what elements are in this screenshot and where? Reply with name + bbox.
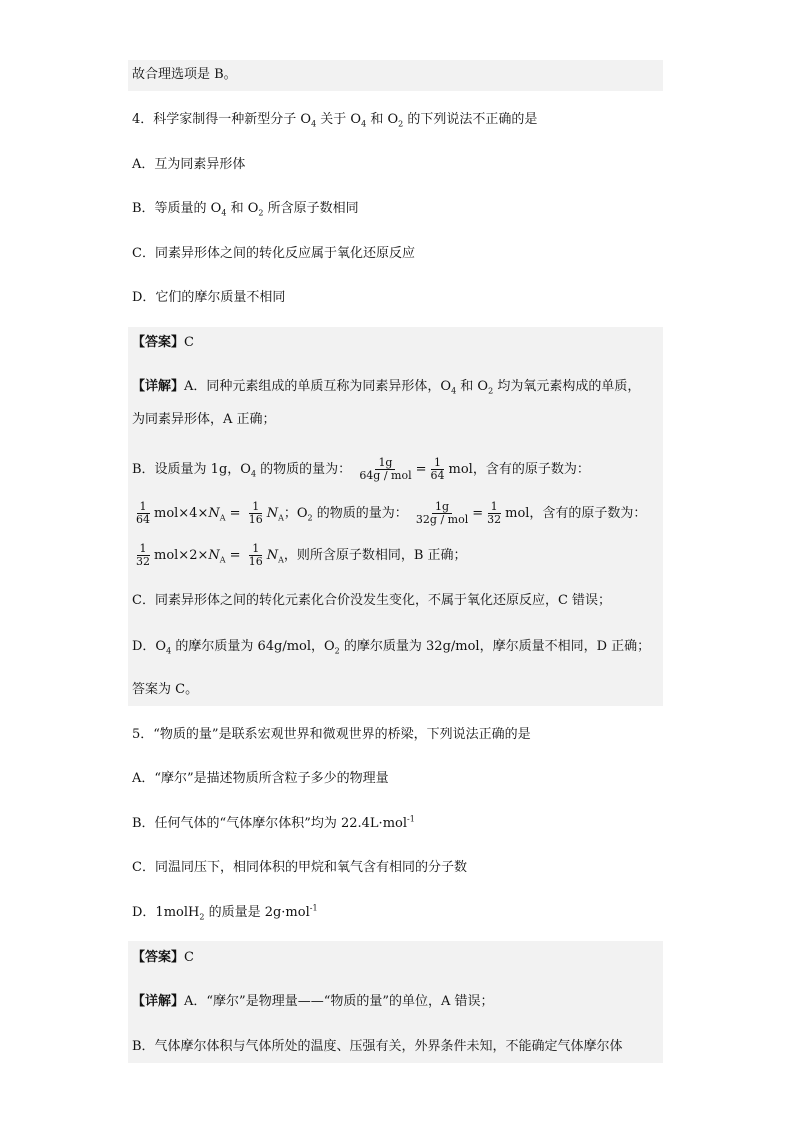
fraction: $\frac{1}{32}$ <box>136 542 150 568</box>
q4-option-c: C．同素异形体之间的转化反应属于氧化还原反应 <box>132 246 415 261</box>
q4-detail-b-line3: $\frac{1}{32}$ $mol\times 2\times N_A$ = $\frac{1}{16}$ $N_A$，则所含原子数相同，B 正确； <box>132 543 467 568</box>
q4-detail-c: C．同素异形体之间的转化元素化合价没发生变化，不属于氧化还原反应，C 错误； <box>132 593 612 608</box>
fraction: $\frac{1g}{\text{64g / mol}}$ <box>359 456 412 482</box>
q4-option-d: D．它们的摩尔质量不相同 <box>132 290 286 305</box>
prev-conclusion: 故合理选项是 B。 <box>132 67 237 82</box>
q4-detail-b-line1: B．设质量为 1g，$O_4$ 的物质的量为： $\frac{1g}{\text{64g / mol}}$ = $\frac{1}{64}$ mol，含有的原子数为： <box>132 456 590 482</box>
q5-option-a: A．“摩尔”是描述物质所含粒子多少的物理量 <box>132 771 389 786</box>
fraction: $\frac{1}{32}$ <box>487 500 502 526</box>
q4-detail-a-cont: 为同素异形体，A 正确； <box>132 412 276 427</box>
q4-option-a: A．互为同素异形体 <box>132 157 246 172</box>
fraction: $\frac{1}{64}$ <box>430 456 445 482</box>
fraction: $\frac{1g}{\text{32g / mol}}$ <box>415 500 469 526</box>
q5-option-c: C．同温同压下，相同体积的甲烷和氧气含有相同的分子数 <box>132 860 467 875</box>
q5-option-b: B．任何气体的“气体摩尔体积”均为 22.4L·mol$^{-1}$ <box>132 814 415 831</box>
q5-detail-a: 【详解】A．“摩尔”是物理量——“物质的量”的单位，A 错误； <box>132 994 494 1009</box>
fraction: $\frac{1}{16}$ <box>248 542 263 568</box>
fraction: $\frac{1}{16}$ <box>248 500 263 526</box>
q4-detail-a: 【详解】A．同种元素组成的单质互称为同素异形体，$O_4$ 和 $O_2$ 均为氧元素构成的单质， <box>132 379 641 396</box>
q4-detail-d: D．$O_4$ 的摩尔质量为 64g/mol，$O_2$ 的摩尔质量为 32g/mol，摩尔质量不相同，D 正确； <box>132 639 651 656</box>
q5-detail-b: B．气体摩尔体积与气体所处的温度、压强有关，外界条件未知，不能确定气体摩尔体 <box>132 1039 623 1054</box>
q5-option-d: D．1molH$_2$ 的质量是 2g·mol$^{-1}$ <box>132 903 318 922</box>
q4-stem: 4．科学家制得一种新型分子 $O_4$ 关于 $O_4$ 和 $O_2$ 的下列说法不正确的是 <box>132 112 538 129</box>
q4-detail-b-line2: $\frac{1}{64}$ $mol\times 4\times N_A$ = $\frac{1}{16}$ $N_A$；$O_2$ 的物质的量为： $\frac{1g}{\text{32g / mol}}$ = $\frac{1}{32}$ mol，含有的原子数为： <box>132 501 646 526</box>
q4-option-b: B．等质量的 $O_4$ 和 $O_2$ 所含原子数相同 <box>132 201 359 218</box>
q4-answer: 【答案】C <box>132 335 194 350</box>
q4-conclusion: 答案为 C。 <box>132 682 199 697</box>
q5-stem: 5．“物质的量”是联系宏观世界和微观世界的桥梁，下列说法正确的是 <box>132 727 531 742</box>
q5-answer: 【答案】C <box>132 950 194 965</box>
fraction: $\frac{1}{64}$ <box>136 500 150 526</box>
